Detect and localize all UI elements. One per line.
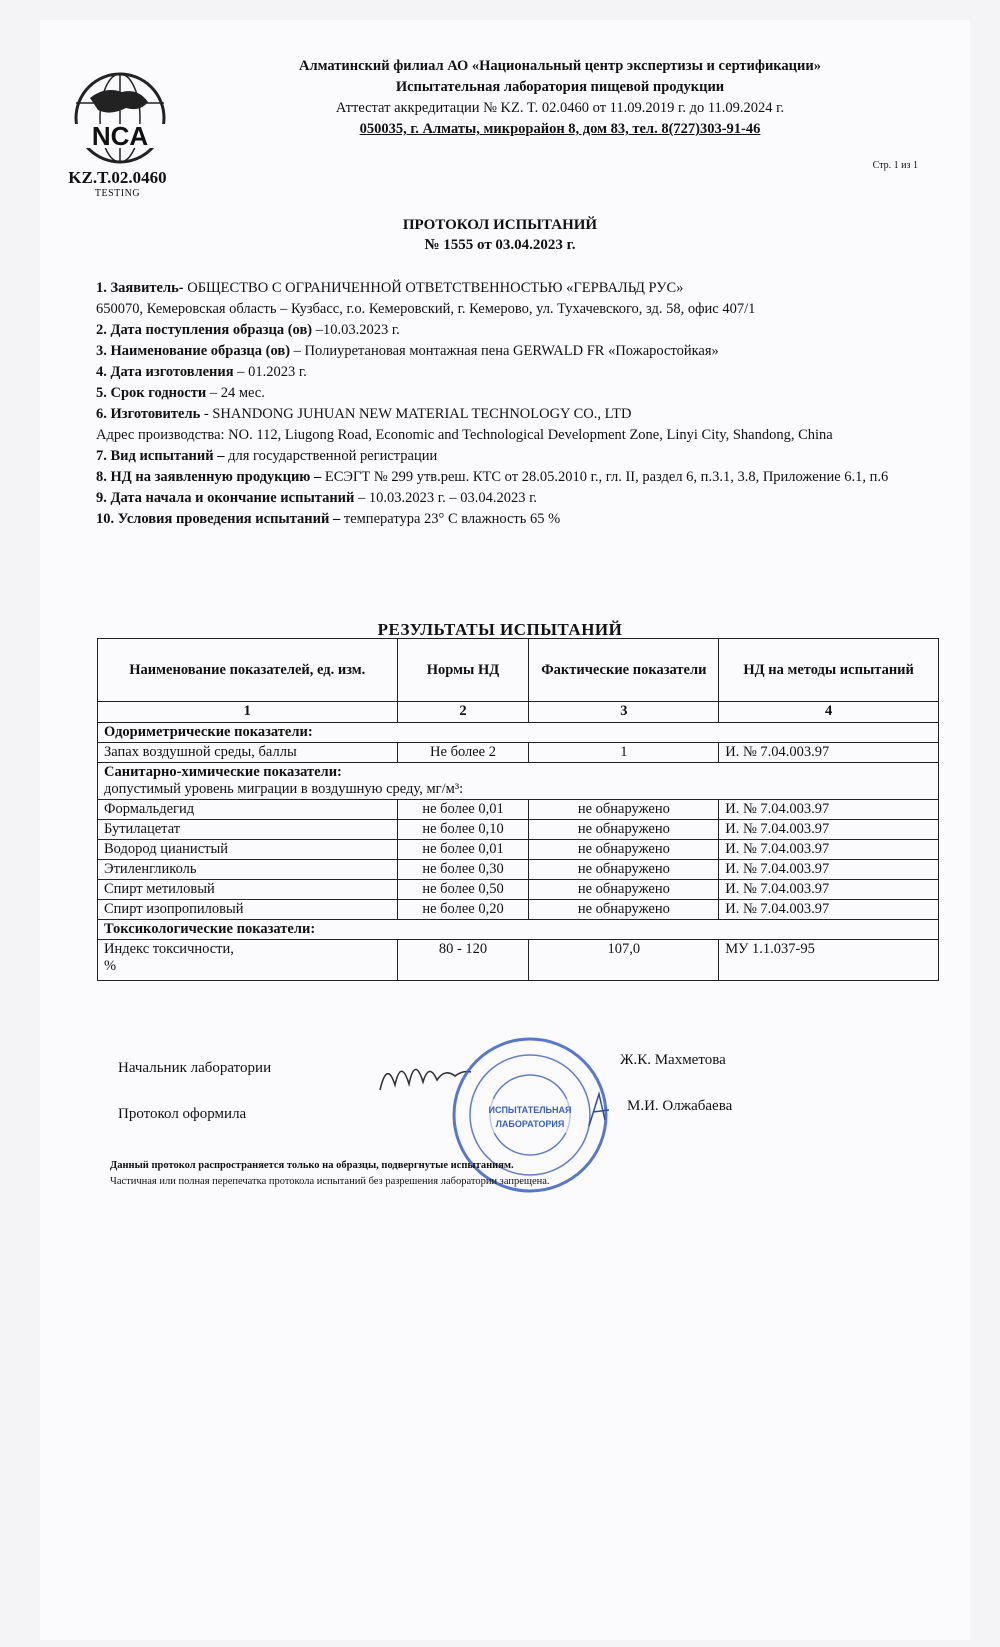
head-name: Ж.К. Махметова	[620, 1052, 726, 1068]
address-line: 050035, г. Алматы, микрорайон 8, дом 83, тел. 8(727)303-91-46	[359, 121, 761, 137]
footer-line-1: Данный протокол распространяется только на образцы, подвергнутые испытаниям.	[110, 1160, 514, 1171]
section-row: Одориметрические показатели:	[98, 723, 939, 743]
col-header: НД на методы испытаний	[719, 639, 939, 702]
table-row: Спирт метиловый не более 0,50 не обнаружено И. № 7.04.003.97	[98, 880, 939, 900]
lab-code: KZ.T.02.0460	[68, 168, 167, 187]
info-item: 9. Дата начала и окончание испытаний – 10.03.2023 г. – 03.04.2023 г.	[96, 490, 538, 506]
table-row: Запах воздушной среды, баллы Не более 2 1 И. № 7.04.003.97	[98, 743, 939, 763]
org-line: Алматинский филиал АО «Национальный центр экспертизы и сертификации»	[298, 58, 821, 74]
info-item: 2. Дата поступления образца (ов) –10.03.2023 г.	[96, 322, 400, 338]
table-row: Этиленгликоль не более 0,30 не обнаружено И. № 7.04.003.97	[98, 860, 939, 880]
col-number: 4	[719, 702, 939, 723]
table-row: Формальдегид не более 0,01 не обнаружено И. № 7.04.003.97	[98, 800, 939, 820]
protocol-number: № 1555 от 03.04.2023 г.	[424, 237, 576, 253]
col-number: 3	[529, 702, 719, 723]
info-item: 8. НД на заявленную продукцию – ЕСЭГТ № 299 утв.реш. КТС от 28.05.2010 г., гл. II, раздел 6, п.3.1, 3.8, Приложение 6.1, п.6	[96, 469, 889, 485]
info-item: 1. Заявитель- ОБЩЕСТВО С ОГРАНИЧЕННОЙ ОТВЕТСТВЕННОСТЬЮ «ГЕРВАЛЬД РУС»	[96, 280, 684, 296]
col-number: 2	[397, 702, 529, 723]
made-name: М.И. Олжабаева	[627, 1098, 733, 1114]
info-item: 650070, Кемеровская область – Кузбасс, г.о. Кемеровский, г. Кемерово, ул. Тухачевского, зд. 58, офис 407/1	[96, 301, 756, 317]
table-row: Водород цианистый не более 0,01 не обнаружено И. № 7.04.003.97	[98, 840, 939, 860]
column-number-row	[98, 702, 939, 723]
page-number: Стр. 1 из 1	[872, 160, 918, 171]
info-item: 5. Срок годности – 24 мес.	[96, 385, 265, 401]
footer-line-2: Частичная или полная перепечатка протокола испытаний без разрешения лаборатории запрещена.	[110, 1176, 550, 1187]
col-number: 1	[98, 702, 398, 723]
signature-2-icon	[585, 1090, 615, 1130]
results-table	[97, 638, 939, 981]
info-block	[96, 278, 906, 530]
col-header: Наименование показателей, ед. изм.	[98, 639, 398, 702]
col-header: Нормы НД	[397, 639, 529, 702]
info-item: 6. Изготовитель - SHANDONG JUHUAN NEW MATERIAL TECHNOLOGY CO., LTD	[96, 406, 632, 422]
head-label: Начальник лаборатории	[118, 1060, 272, 1076]
table-row: Индекс токсичности, % 80 - 120 107,0 МУ 1.1.037-95	[98, 940, 939, 981]
info-item: 7. Вид испытаний – для государственной регистрации	[96, 448, 438, 464]
results-title: РЕЗУЛЬТАТЫ ИСПЫТАНИЙ	[377, 620, 623, 639]
section-row: Санитарно-химические показатели: допустимый уровень миграции в воздушную среду, мг/м³:	[98, 763, 939, 800]
logo-text: NCA	[91, 121, 149, 151]
svg-text:ЛАБОРАТОРИЯ: ЛАБОРАТОРИЯ	[495, 1119, 565, 1129]
info-item: 10. Условия проведения испытаний – температура 23° С влажность 65 %	[96, 511, 561, 527]
table-header-row	[98, 639, 939, 702]
accreditation-line: Аттестат аккредитации № KZ. T. 02.0460 от 11.09.2019 г. до 11.09.2024 г.	[335, 100, 785, 116]
table-row: Бутилацетат не более 0,10 не обнаружено И. № 7.04.003.97	[98, 820, 939, 840]
table-row: Спирт изопропиловый не более 0,20 не обнаружено И. № 7.04.003.97	[98, 900, 939, 920]
col-header: Фактические показатели	[529, 639, 719, 702]
section-row: Токсикологические показатели:	[98, 920, 939, 940]
protocol-title: ПРОТОКОЛ ИСПЫТАНИЙ	[402, 217, 598, 233]
info-item: 4. Дата изготовления – 01.2023 г.	[96, 364, 307, 380]
info-item: 3. Наименование образца (ов) – Полиуретановая монтажная пена GERWALD FR «Пожаростойкая»	[96, 343, 719, 359]
lab-line: Испытательная лаборатория пищевой продукции	[395, 79, 725, 95]
svg-text:ИСПЫТАТЕЛЬНАЯ: ИСПЫТАТЕЛЬНАЯ	[488, 1105, 572, 1115]
testing-label: TESTING	[94, 188, 141, 199]
info-item: Адрес производства: NO. 112, Liugong Road, Economic and Technological Development Zone, Linyi City, Shandong, China	[96, 427, 833, 443]
made-label: Протокол оформила	[118, 1106, 247, 1122]
